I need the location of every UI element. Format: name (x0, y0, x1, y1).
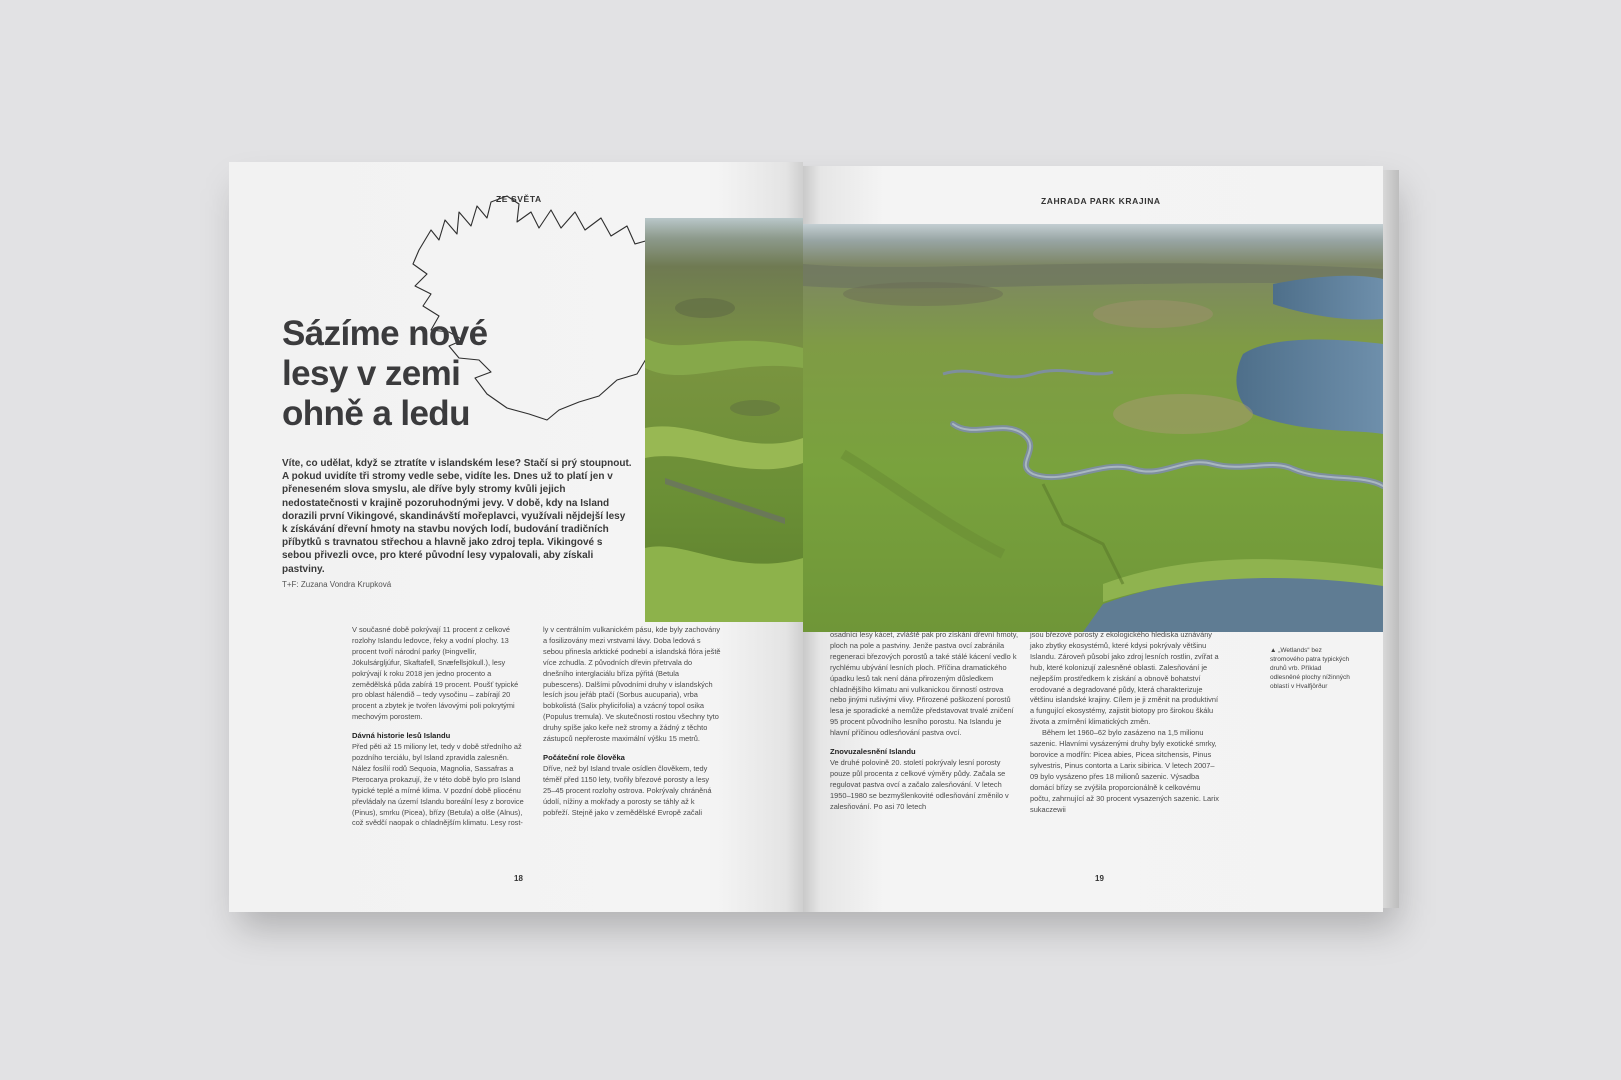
subheading: Počáteční role člověka (543, 752, 625, 762)
aerial-photo-right (803, 224, 1383, 632)
paragraph: Ve druhé polovině 20. století pokrývaly lesní porosty pouze půl procenta z celkové výměry půdy. Začala se regulovat pastva ovcí a začalo zalesňování. V letech 1950–1980 se bezmyšlenkovité odlesňování změnilo v zalesňování. Po asi 70 letech (830, 757, 1009, 811)
paragraph: Před pěti až 15 miliony let, tedy v době středního až pozdního terciálu, byl Island zpravidla zalesněn. Nález fosílií rodů Sequoia, Magnolia, Sassafras a Pterocarya prokazují, že v této době bylo pro Island typické teplé a mírné klima. V pozdní době pliocénu převládaly na území Islandu boreální lesy z borovice (Pinus), smrku (Picea), břízy (Betula) a olše (Alnus), což svědčí naopak o chladnějším klimatu. Lesy rost- (352, 742, 524, 828)
paragraph: jsou březové porosty z ekologického hlediska uznávány jako zbytky ekosystémů, které kdysi pokrývaly většinu Islandu. Zároveň působí jako zdroj lesních rostlin, zvířat a hub, které kolonizují zalesněné oblasti. Zalesňování je nejlepším prostředkem k získání a obnově bohatství erodované a degradované půdy, která charakterizuje většinu islandské krajiny. Cílem je ji změnit na produktivní a fungující ekosystémy, zajistit biotopy pro širokou škálu života a zmírnění klimatických změn. (1030, 630, 1219, 727)
text-column-3 (830, 630, 1018, 813)
text-column-4 (1030, 630, 1220, 815)
running-head-left: ZE SVĚTA (496, 194, 542, 204)
paragraph: Během let 1960–62 bylo zasázeno na 1,5 milionu sazenic. Hlavními vysázenými druhy byly exotické smrky, borovice a modřín: Picea abies, Picea sitchensis, Pinus sylvestris, Pinus contorta a Larix sibirica. V letech 2007–09 bylo vysázeno přes 18 milionů sazenic. Výsadba domácí břízy se zvýšila proporcionálně k celkovému počtu, zahrnující až 30 procent vysazených sazenic. Larix sukaczewii (1030, 728, 1219, 814)
title-line: ohně a ledu (282, 394, 470, 433)
photo-caption: ▲ „Wetlands“ bez stromového patra typických druhů vrb. Příklad odlesněné plochy nížinných oblastí v Hvalfjörður (1270, 647, 1350, 690)
page-number-left: 18 (514, 874, 523, 883)
page-number-right: 19 (1095, 874, 1104, 883)
page-stack-edge (1383, 170, 1399, 908)
title-line: lesy v zemi (282, 354, 461, 393)
paragraph: ly v centrálním vulkanickém pásu, kde byly zachovány a fosilizovány mezi vrstvami lávy. Doba ledová s sebou přinesla arktické podnebí a islandská flóra ještě více zchudla. Z původních dřevin přetrvala do dnešního interglaciálu bříza pýřitá (Betula pubescens). Dalšími původními druhy v islandských lesích jsou jeřáb ptačí (Sorbus aucuparia), vrba bobkolistá (Salix phylicifolia) a vzácný topol osika (Populus tremula). Ve skutečnosti rostou všechny tyto druhy spíše jako keře než stromy a žádný z těchto zástupců nepřeroste maximální výšku 15 metrů. (543, 625, 721, 744)
author-credit: T+F: Zuzana Vondra Krupková (282, 580, 392, 589)
left-page (229, 162, 803, 912)
subheading: Znovuzalesnění Islandu (830, 747, 916, 757)
running-head-right: ZAHRADA PARK KRAJINA (1041, 196, 1161, 206)
article-lead: Víte, co udělat, když se ztratíte v islandském lese? Stačí si prý stoupnout. A pokud uvidíte tři stromy vedle sebe, vidíte les. Dnes už to platí jen v přeneseném slova smyslu, ale dříve byly stromy kvůli jejich nedostatečnosti v krajině pozoruhodnými jevy. V době, kdy na Island dorazili první Vikingové, skandinávští mořeplavci, využívali nějdejší lesy k získávání dřevní hmoty na stavbu nových lodí, budování tradičních příbytků s travnatou střechou a hlavně jako zdroj tepla. Vikingové s sebou přivezli ovce, pro které původní lesy vypalovali, aby získali pastviny. (282, 458, 632, 575)
right-page (803, 166, 1383, 912)
title-line: Sázíme nové (282, 314, 488, 353)
subheading: Dávná historie lesů Islandu (352, 731, 451, 741)
text-column-2 (543, 625, 721, 818)
article-title (282, 314, 612, 434)
paragraph: V současné době pokrývají 11 procent z celkové rozlohy Islandu ledovce, řeky a vodní plochy. 13 procent tvoří národní parky (Þingvellir, Jökulsárgljúfur, Skaftafell, Snæfellsjökull.), lesy pokrývají k roku 2018 jen jedno procento a zemědělská půda zabírá 19 procent. Poušť typické pro oblast hálendið – tedy vysočinu – zabírají 20 procent a zbytek je tvořen lávovými poli pokrytými mechovým porostem. (352, 625, 519, 722)
aerial-photo-left (645, 218, 803, 622)
text-column-1 (352, 625, 527, 829)
paragraph: osadníci lesy kácet, zvláště pak pro získání dřevní hmoty, ploch na pole a pastviny. Jenže pastva ovcí zabránila regeneraci březových porostů a také stálé kácení vedlo k rychlému ubývání lesních ploch. Příčina dramatického úpadku lesů tak není dána přirozeným důsledkem chladnějšího klimatu ani vulkanickou činností ostrova nebo jinými rušivými vlivy. Přirozené poškození porostů lesa je sporadické a nemůže představovat trvalé zničení 95 procent původního lesního porostu. Na Islandu je hlavní příčinou odlesňování pastva ovcí. (830, 630, 1018, 738)
paragraph: Dříve, než byl Island trvale osídlen člověkem, tedy téměř před 1150 lety, tvořily březové porosty a lesy 25–45 procent rozlohy ostrova. Pokrývaly chráněná údolí, nížiny a mokřady a porosty se táhly až k pobřeží. Stejně jako v zemědělské Evropě začali (543, 763, 712, 817)
